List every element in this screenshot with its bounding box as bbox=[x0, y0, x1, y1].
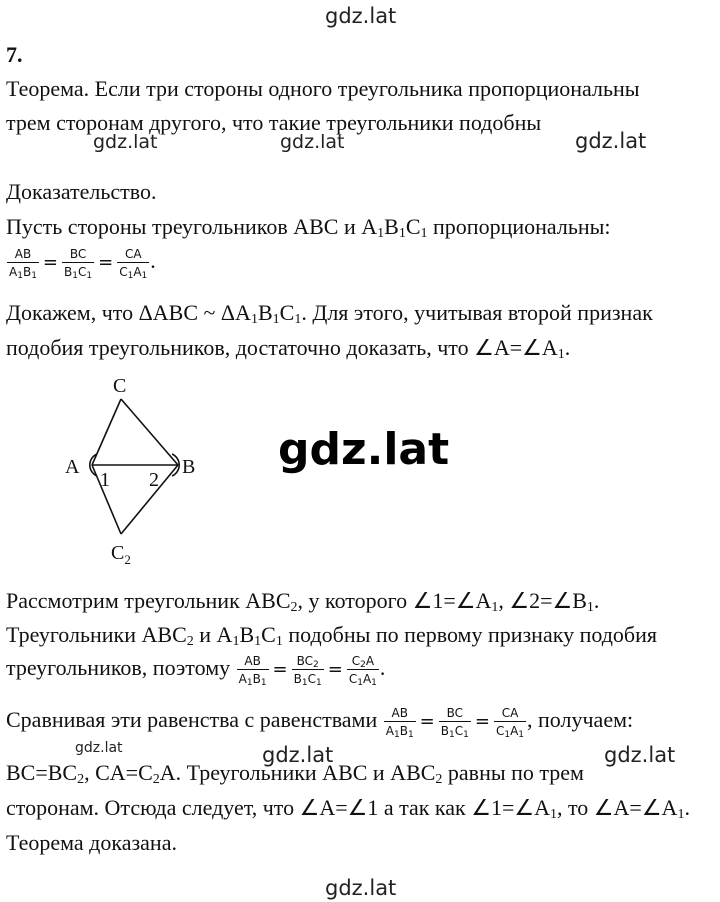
label-angle-1: 1 bbox=[100, 469, 110, 491]
watermark: gdz.lat bbox=[604, 743, 676, 767]
fraction-bc: $\frac{BC}{B_1C_1}$ bbox=[440, 706, 469, 740]
similar-line: Треугольники $ABC_2$ и $A_1B_1C_1$ подобны по первому признаку подобия bbox=[6, 622, 658, 649]
label-a: A bbox=[65, 456, 80, 478]
equal-sides-line: $BC=BC_2$, $CA=C_2A$. Треугольники ABC и $ABC_2$ равны по трем bbox=[6, 760, 584, 787]
fraction-ab: $\frac{AB}{A_1B_1}$ bbox=[385, 706, 414, 740]
let-line: Пусть стороны треугольников ABC и $A_1B_1C_1$ пропорциональны: bbox=[6, 214, 611, 241]
consider-line: Рассмотрим треугольник $ABC_2$, у которого $\angle 1=\angle A_1$, $\angle 2=\angle B_1$. bbox=[6, 588, 600, 615]
watermark: gdz.lat bbox=[93, 131, 158, 153]
theorem-line-2: трем сторонам другого, что такие треугольники подобны bbox=[6, 110, 542, 135]
watermark-top: gdz.lat bbox=[325, 4, 397, 28]
therefore-line: треугольников, поэтому $\frac{AB}{A_1B_1}$ = $\frac{BC_2}{B_1C_1}$ = $\frac{C_2A}{C_1A_1}$ . bbox=[6, 654, 386, 688]
watermark-bottom: gdz.lat bbox=[325, 876, 397, 900]
ratio-line: $\frac{AB}{A_1B_1}$ = $\frac{BC}{B_1C_1}$ = $\frac{CA}{C_1A_1}$ . bbox=[9, 247, 156, 281]
watermark: gdz.lat bbox=[575, 129, 647, 153]
label-c2: $C_2$ bbox=[111, 542, 131, 567]
fraction-c2a: $\frac{C_2A}{C_1A_1}$ bbox=[348, 654, 377, 688]
label-c: C bbox=[113, 375, 127, 397]
task-number: 7. bbox=[6, 42, 23, 67]
theorem-line-1: Теорема. Если три стороны одного треугольника пропорциональны bbox=[6, 76, 640, 101]
label-angle-2: 2 bbox=[149, 469, 159, 491]
fraction-bc: $\frac{BC}{B_1C_1}$ bbox=[64, 247, 93, 281]
fraction-ca: $\frac{CA}{C_1A_1}$ bbox=[119, 247, 148, 281]
fraction-ab: $\frac{AB}{A_1B_1}$ bbox=[9, 247, 37, 281]
conclusion: Теорема доказана. bbox=[6, 830, 177, 855]
fraction-bc2: $\frac{BC_2}{B_1C_1}$ bbox=[293, 654, 322, 688]
watermark: gdz.lat bbox=[280, 131, 345, 153]
hence-line: сторонам. Отсюда следует, что ∠A=∠1 а так как $\angle 1=\angle A_1$, то $\angle A=\angle A_1$. bbox=[6, 795, 690, 822]
segment-cb bbox=[121, 399, 178, 465]
compare-line: Сравнивая эти равенства с равенствами $\frac{AB}{A_1B_1}$ = $\frac{BC}{B_1C_1}$ = $\frac{CA}{C_1A_1}$ , получаем: bbox=[6, 706, 634, 740]
watermark-center: gdz.lat bbox=[278, 424, 450, 475]
triangle-figure bbox=[55, 372, 215, 572]
prove-line-2: подобия треугольников, достаточно доказать, что $\angle A=\angle A_1$. bbox=[6, 335, 571, 362]
watermark: gdz.lat bbox=[262, 743, 334, 767]
fraction-ca: $\frac{CA}{C_1A_1}$ bbox=[495, 706, 525, 740]
fraction-ab: $\frac{AB}{A_1B_1}$ bbox=[238, 654, 267, 688]
label-b: B bbox=[182, 456, 196, 478]
watermark: gdz.lat bbox=[75, 740, 123, 756]
proof-heading: Доказательство. bbox=[6, 179, 157, 204]
prove-line-1: Докажем, что ΔABC ~ $\Delta A_1B_1C_1$. Для этого, учитывая второй признак bbox=[6, 300, 653, 327]
